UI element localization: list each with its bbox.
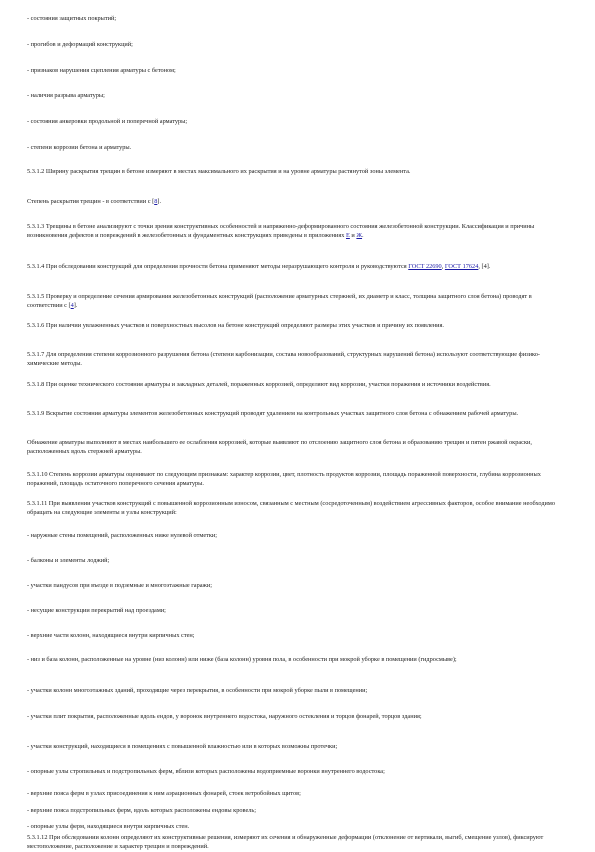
paragraph-text: 5.3.1.4 При обследовании конструкций для определения прочности бетона применяют методы неразрушающего контроля и руководствуются bbox=[27, 263, 409, 270]
list-item: - наружные стены помещений, расположенных ниже нулевой отметки; bbox=[27, 532, 218, 539]
paragraph bbox=[27, 222, 568, 241]
list-item: - состояния анкеровки продольной и поперечной арматуры; bbox=[27, 118, 188, 125]
list-item: - низ и база колонн, расположенные на уровне (низ колонн) или ниже (база колонн) уровня пола, в особенности при мокрой уборке в помещении (гидросмыве); bbox=[27, 656, 457, 663]
list-item: - участки пандусов при въезде в подземные и многоэтажные гаражи; bbox=[27, 582, 212, 589]
paragraph bbox=[27, 262, 568, 271]
list-item: - прогибов и деформаций конструкций; bbox=[27, 41, 133, 48]
list-item: - степени коррозии бетона и арматуры. bbox=[27, 144, 132, 151]
list-item: - балконы и элементы лоджий; bbox=[27, 557, 110, 564]
paragraph-text: 5.3.1.5 Проверку и определение сечения армирования железобетонных конструкций (расположение арматурных стержней, их диаметр и класс, толщина защитного слоя бетона) проводят в соответствии с [ bbox=[27, 293, 532, 310]
paragraph: 5.3.1.7 Для определения степени коррозионного разрушения бетона (степени карбонизации, состава новообразований, структурных нарушений бетона) используют соответствующие физико-химические методы. bbox=[27, 351, 540, 368]
list-item: - участки плит покрытия, расположенные вдоль ендов, у воронок внутреннего водостока, наружного остекления и торцов фонарей, торцов здания; bbox=[27, 713, 422, 720]
reference-link[interactable]: Е bbox=[346, 232, 350, 240]
paragraph-tail: ]. bbox=[157, 198, 162, 205]
reference-link[interactable]: ГОСТ 22690 bbox=[408, 263, 442, 270]
reference-link[interactable]: ГОСТ 17624 bbox=[444, 263, 479, 270]
paragraph bbox=[27, 197, 568, 206]
paragraph-text: Степень раскрытия трещин - в соответствии с [ bbox=[27, 198, 155, 205]
paragraph: Обнажение арматуры выполняют в местах наибольшего ее ослабления коррозией, которые выявляют по отслоению защитного слоя бетона и образованию трещин и пятен ржавой окраски, расположенных вдоль стержней арматуры. bbox=[27, 439, 532, 456]
paragraph: 5.3.1.12 При обследовании колонн определяют их конструктивные решения, измеряют их сечения и обнаруженные деформации (отклонение от вертикали, выгиб, смещение узлов), фиксируют местоположение, расположение и характер трещин и повреждений. bbox=[27, 834, 544, 851]
paragraph: 5.3.1.8 При оценке технического состояния арматуры и закладных деталей, пораженных коррозией, определяют вид коррозии, участки поражения и источники воздействия. bbox=[27, 381, 491, 388]
reference-link[interactable]: 4 bbox=[70, 302, 74, 310]
paragraph bbox=[27, 292, 568, 311]
list-item: - опорные узлы ферм, находящиеся внутри кирпичных стен. bbox=[27, 823, 190, 830]
list-item: - участки конструкций, находящиеся в помещениях с повышенной влажностью или в которых возможны протечки; bbox=[27, 743, 338, 750]
paragraph-tail: . bbox=[362, 232, 364, 240]
list-item: - опорные узлы стропильных и подстропильных ферм, вблизи которых расположены водоприемные воронки внутреннего водостока; bbox=[27, 768, 385, 775]
list-item: - верхние пояса ферм в узлах присоединения к ним аэрационных фонарей, стоек ветробойных щитов; bbox=[27, 790, 301, 797]
paragraph-tail: ]. bbox=[73, 302, 78, 310]
list-item: - наличия разрыва арматуры; bbox=[27, 92, 105, 99]
list-item: - несущие конструкции перекрытий над проездами; bbox=[27, 607, 166, 614]
paragraph: 5.3.1.10 Степень коррозии арматуры оценивают по следующим признакам: характер коррозии, цвет, плотность продуктов коррозии, площадь пораженной поверхности, глубина коррозионных поражений, площадь остаточного поперечного сечения арматуры. bbox=[27, 471, 541, 488]
reference-link[interactable]: Ж bbox=[356, 232, 363, 240]
link-separator: , bbox=[441, 263, 445, 270]
list-item: - участки колонн многоэтажных зданий, проходящие через перекрытия, в особенности при мокрой уборке пыли в помещении; bbox=[27, 687, 368, 694]
paragraph: 5.3.1.11 При выявлении участков конструкций с повышенной коррозионным износом, связанным с местным (сосредоточенным) воздействием агрессивных факторов, особое внимание необходимо обращать на следующие элементы и узлы конструкций: bbox=[27, 500, 556, 517]
list-item: - верхние части колонн, находящиеся внутри кирпичных стен; bbox=[27, 632, 195, 639]
paragraph: 5.3.1.2 Ширину раскрытия трещин в бетоне измеряют в местах максимального их раскрытия и на уровне арматуры растянутой зоны элемента. bbox=[27, 168, 411, 175]
list-item: - состояния защитных покрытий; bbox=[27, 15, 117, 22]
link-separator: и bbox=[349, 232, 357, 240]
paragraph-text: 5.3.1.3 Трещины в бетоне анализируют с точки зрения конструктивных особенностей и напряженно-деформированного состояния железобетонной конструкции. Классификация и причины возникновения дефектов и повреждений в железобетонных и фундаментных конструкциях приведены в приложениях bbox=[27, 223, 535, 240]
list-item: - признаков нарушения сцепления арматуры с бетоном; bbox=[27, 67, 176, 74]
list-item: - верхние пояса подстропильных ферм, вдоль которых расположены ендовы кровель; bbox=[27, 807, 257, 814]
paragraph: 5.3.1.6 При наличии увлажненных участков и поверхностных высолов на бетоне конструкций определяют размеры этих участков и причину их появления. bbox=[27, 322, 444, 329]
paragraph: 5.3.1.9 Вскрытие состояния арматуры элементов железобетонных конструкций проводят удалением на контрольных участках защитного слоя бетона с обнажением рабочей арматуры. bbox=[27, 410, 519, 417]
paragraph-tail: , [4]. bbox=[478, 263, 491, 270]
reference-link[interactable]: 8 bbox=[154, 198, 158, 205]
